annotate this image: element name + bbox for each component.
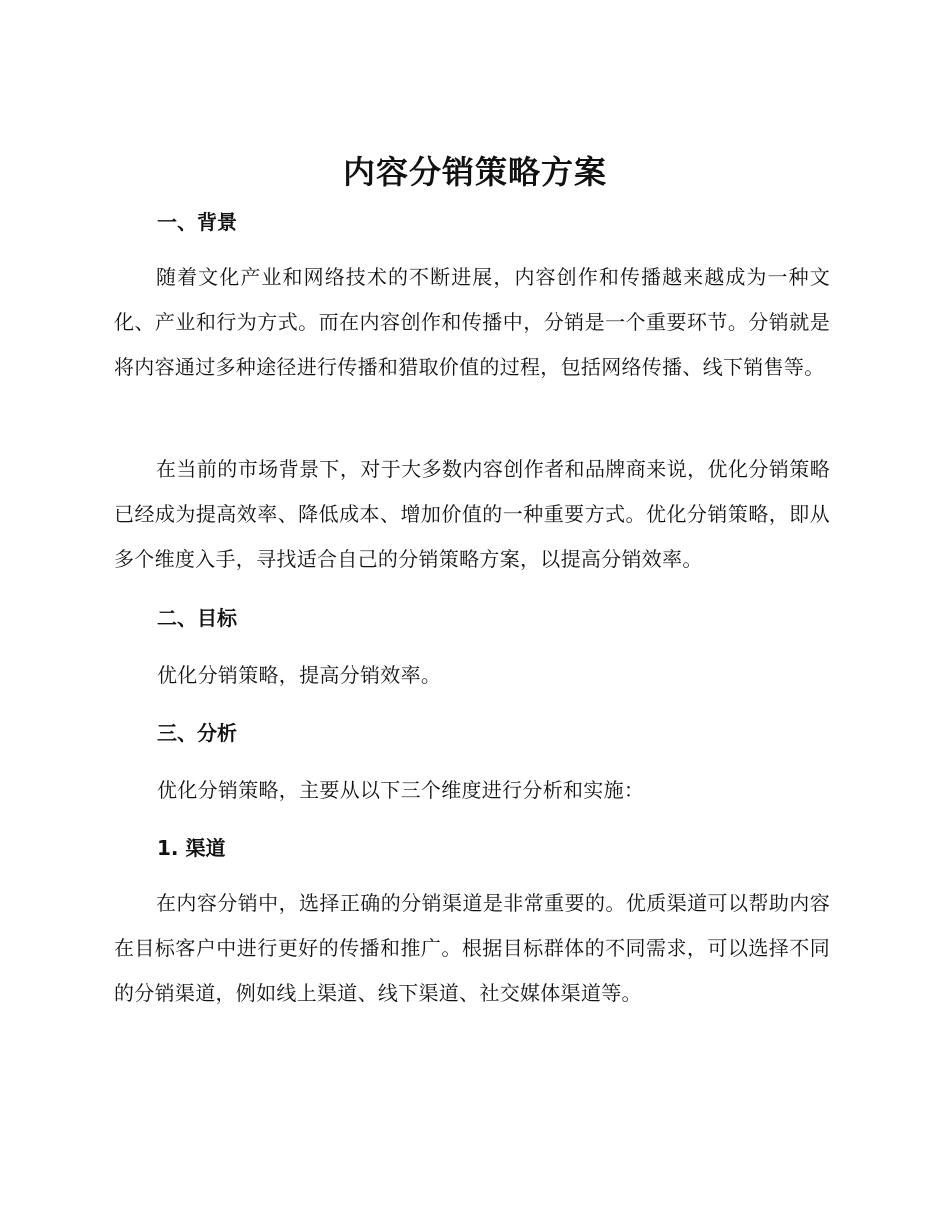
section-heading-analysis: 三、分析 <box>157 721 237 745</box>
analysis-intro: 优化分销策略，主要从以下三个维度进行分析和实施： <box>157 778 645 802</box>
section-heading-goal: 二、目标 <box>157 606 237 630</box>
subsection-heading-channel: 1. 渠道 <box>157 836 226 860</box>
background-paragraph-1: 随着文化产业和网络技术的不断进展，内容创作和传播越来越成为一种文化、产业和行为方式。而在内容创作和传播中，分销是一个重要环节。分销就是将内容通过多种途径进行传播和猎取价值的过程，包括网络传播、线下销售等。 <box>114 265 830 379</box>
goal-text: 优化分销策略，提高分销效率。 <box>157 663 442 687</box>
channel-paragraph: 在内容分销中，选择正确的分销渠道是非常重要的。优质渠道可以帮助内容在目标客户中进行更好的传播和推广。根据目标群体的不同需求，可以选择不同的分销渠道，例如线上渠道、线下渠道、社交媒体渠道等。 <box>114 891 830 1005</box>
document-title: 内容分销策略方案 <box>342 153 607 191</box>
background-paragraph-2: 在当前的市场背景下，对于大多数内容创作者和品牌商来说，优化分销策略已经成为提高效率、降低成本、增加价值的一种重要方式。优化分销策略，即从多个维度入手，寻找适合自己的分销策略方案，以提高分销效率。 <box>114 457 830 571</box>
section-heading-background: 一、背景 <box>157 210 237 234</box>
